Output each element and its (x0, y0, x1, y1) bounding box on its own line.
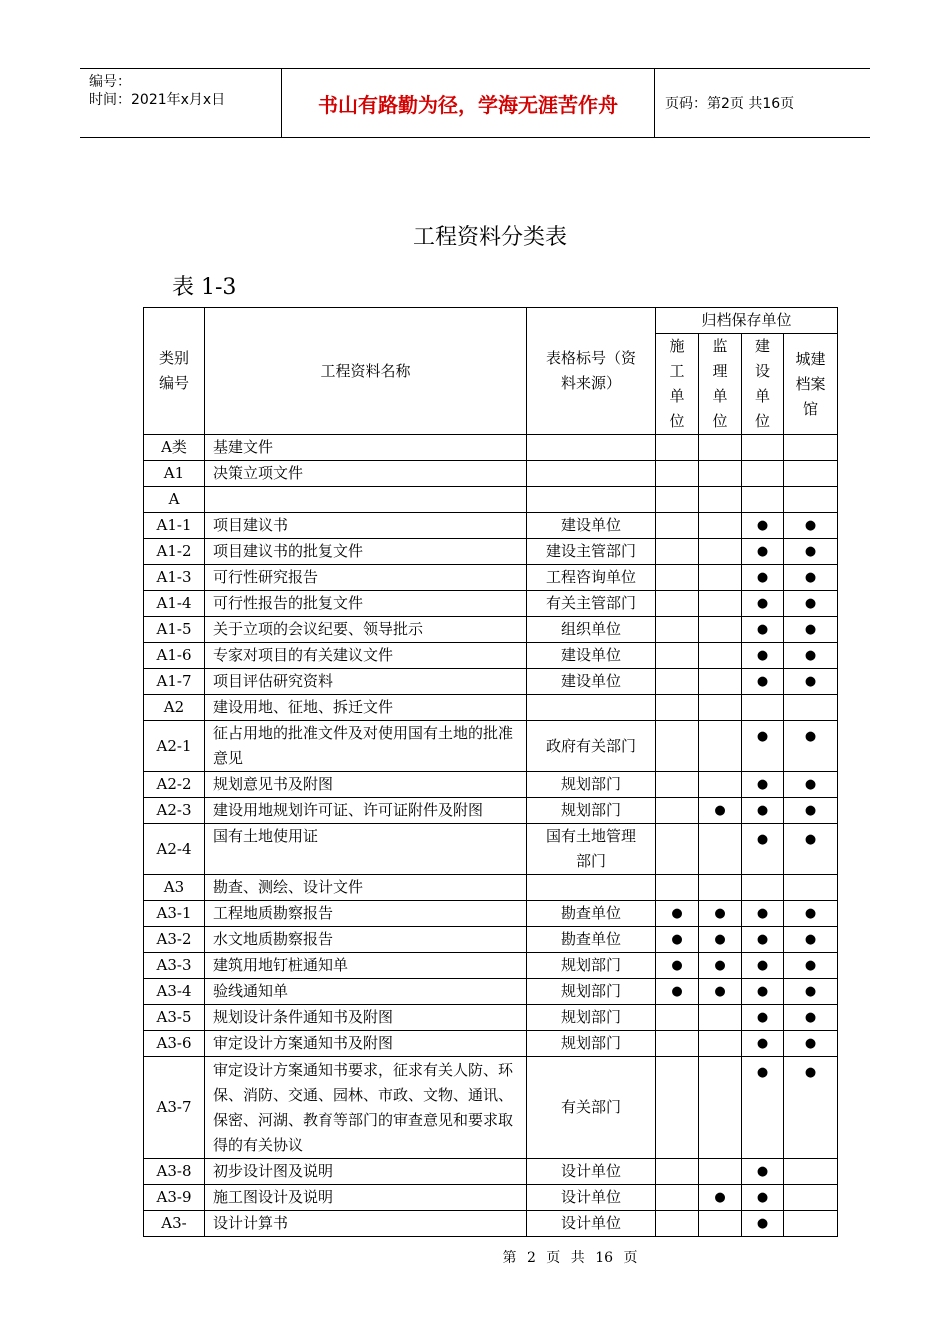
bullet-mark-icon: ● (804, 596, 817, 611)
page-header (80, 68, 870, 138)
document-name: 项目评估研究资料 (205, 669, 527, 695)
archive-mark (742, 513, 784, 539)
category-code: A类 (144, 435, 205, 461)
archive-mark (784, 461, 838, 487)
table-row (144, 927, 838, 953)
bullet-mark-icon: ● (756, 622, 769, 637)
col-header-unit: 城建档案馆 (784, 334, 838, 435)
archive-mark (656, 772, 699, 798)
archive-mark (699, 927, 742, 953)
table-row (144, 1185, 838, 1211)
category-code: A3-2 (144, 927, 205, 953)
header-meta (80, 69, 282, 137)
archive-mark (784, 539, 838, 565)
bullet-mark-icon: ● (804, 832, 817, 847)
archive-mark (656, 875, 699, 901)
document-source: 建设单位 (527, 643, 656, 669)
archive-mark (742, 643, 784, 669)
archive-mark (784, 695, 838, 721)
bullet-mark-icon: ● (756, 544, 769, 559)
category-code: A (144, 487, 205, 513)
document-name: 关于立项的会议纪要、领导批示 (205, 617, 527, 643)
document-source (527, 487, 656, 513)
document-source: 规划部门 (527, 798, 656, 824)
category-code: A1-5 (144, 617, 205, 643)
document-name (205, 487, 527, 513)
category-code: A3-4 (144, 979, 205, 1005)
archive-mark (784, 565, 838, 591)
table-row (144, 695, 838, 721)
bullet-mark-icon: ● (756, 1216, 769, 1231)
archive-mark (656, 1159, 699, 1185)
archive-mark (699, 1031, 742, 1057)
document-source: 建设主管部门 (527, 539, 656, 565)
table-row (144, 617, 838, 643)
bullet-mark-icon: ● (804, 570, 817, 585)
archive-mark (784, 927, 838, 953)
archive-mark (656, 901, 699, 927)
category-code: A3-5 (144, 1005, 205, 1031)
bullet-mark-icon: ● (671, 984, 683, 999)
bullet-mark-icon: ● (756, 570, 769, 585)
document-name: 建设用地、征地、拆迁文件 (205, 695, 527, 721)
table-row (144, 1057, 838, 1159)
archive-mark (699, 435, 742, 461)
col-header-category: 类别编号 (144, 308, 205, 435)
document-name: 工程地质勘察报告 (205, 901, 527, 927)
category-code: A3-8 (144, 1159, 205, 1185)
document-source: 有关部门 (527, 1057, 656, 1159)
category-code: A2 (144, 695, 205, 721)
table-row (144, 591, 838, 617)
document-source: 规划部门 (527, 979, 656, 1005)
archive-mark (742, 1211, 784, 1237)
archive-mark (742, 487, 784, 513)
archive-mark (699, 565, 742, 591)
col-header-unit: 建设单位 (742, 334, 784, 435)
bullet-mark-icon: ● (714, 803, 726, 818)
bullet-mark-icon: ● (804, 544, 817, 559)
document-source: 规划部门 (527, 1005, 656, 1031)
table-row (144, 461, 838, 487)
table-row (144, 772, 838, 798)
category-code: A1-1 (144, 513, 205, 539)
archive-mark (656, 695, 699, 721)
bullet-mark-icon: ● (756, 777, 769, 792)
archive-mark (742, 1031, 784, 1057)
archive-mark (742, 1005, 784, 1031)
archive-mark (784, 487, 838, 513)
archive-mark (656, 927, 699, 953)
document-source: 国有土地管理部门 (527, 824, 656, 875)
archive-mark (699, 798, 742, 824)
table-row (144, 539, 838, 565)
bullet-mark-icon: ● (756, 1065, 769, 1080)
bullet-mark-icon: ● (804, 984, 817, 999)
document-name: 决策立项文件 (205, 461, 527, 487)
document-name: 施工图设计及说明 (205, 1185, 527, 1211)
table-row (144, 1211, 838, 1237)
document-name: 可行性研究报告 (205, 565, 527, 591)
document-source: 建设单位 (527, 513, 656, 539)
archive-mark (699, 643, 742, 669)
table-row (144, 1005, 838, 1031)
table-row (144, 643, 838, 669)
col-header-archive-group: 归档保存单位 (656, 308, 838, 334)
category-code: A1-3 (144, 565, 205, 591)
category-code: A1 (144, 461, 205, 487)
document-name: 项目建议书 (205, 513, 527, 539)
archive-mark (742, 435, 784, 461)
archive-mark (742, 953, 784, 979)
archive-mark (742, 1057, 784, 1159)
archive-mark (742, 927, 784, 953)
archive-mark (784, 1211, 838, 1237)
document-name: 初步设计图及说明 (205, 1159, 527, 1185)
document-name: 验线通知单 (205, 979, 527, 1005)
document-source: 规划部门 (527, 953, 656, 979)
archive-mark (699, 953, 742, 979)
bullet-mark-icon: ● (756, 648, 769, 663)
archive-mark (784, 669, 838, 695)
archive-mark (656, 1185, 699, 1211)
col-header-unit: 监理单位 (699, 334, 742, 435)
archive-mark (784, 824, 838, 875)
bullet-mark-icon: ● (756, 958, 769, 973)
archive-mark (784, 435, 838, 461)
archive-mark (784, 772, 838, 798)
archive-mark (699, 1057, 742, 1159)
document-source: 规划部门 (527, 1031, 656, 1057)
category-code: A2-3 (144, 798, 205, 824)
bullet-mark-icon: ● (804, 518, 817, 533)
archive-mark (699, 539, 742, 565)
archive-mark (656, 487, 699, 513)
table-row (144, 487, 838, 513)
col-header-name: 工程资料名称 (205, 308, 527, 435)
bullet-mark-icon: ● (756, 674, 769, 689)
archive-mark (742, 901, 784, 927)
archive-mark (699, 901, 742, 927)
category-code: A3- (144, 1211, 205, 1237)
archive-mark (656, 643, 699, 669)
bullet-mark-icon: ● (804, 674, 817, 689)
bullet-mark-icon: ● (804, 648, 817, 663)
archive-mark (784, 513, 838, 539)
archive-mark (699, 617, 742, 643)
document-name: 建筑用地钉桩通知单 (205, 953, 527, 979)
archive-mark (742, 565, 784, 591)
bullet-mark-icon: ● (804, 932, 817, 947)
document-source: 设计单位 (527, 1159, 656, 1185)
bullet-mark-icon: ● (756, 803, 769, 818)
category-code: A1-7 (144, 669, 205, 695)
archive-mark (784, 721, 838, 772)
archive-mark (742, 617, 784, 643)
archive-mark (742, 979, 784, 1005)
archive-mark (656, 617, 699, 643)
document-name: 项目建议书的批复文件 (205, 539, 527, 565)
archive-mark (699, 979, 742, 1005)
archive-mark (656, 953, 699, 979)
archive-mark (656, 513, 699, 539)
archive-mark (699, 695, 742, 721)
document-source: 规划部门 (527, 772, 656, 798)
table-row (144, 798, 838, 824)
archive-mark (784, 617, 838, 643)
bullet-mark-icon: ● (756, 729, 769, 744)
document-source (527, 875, 656, 901)
table-row (144, 979, 838, 1005)
document-name: 水文地质勘察报告 (205, 927, 527, 953)
archive-mark (742, 798, 784, 824)
category-code: A3-1 (144, 901, 205, 927)
archive-mark (656, 721, 699, 772)
page-footer: 第 2 页 共 16 页 (502, 1250, 638, 1266)
bullet-mark-icon: ● (756, 984, 769, 999)
document-name: 建设用地规划许可证、许可证附件及附图 (205, 798, 527, 824)
bullet-mark-icon: ● (804, 1010, 817, 1025)
document-name: 勘查、测绘、设计文件 (205, 875, 527, 901)
document-source: 政府有关部门 (527, 721, 656, 772)
bullet-mark-icon: ● (756, 1036, 769, 1051)
document-name: 审定设计方案通知书要求，征求有关人防、环保、消防、交通、园林、市政、文物、通讯、保密、河湖、教育等部门的审查意见和要求取得的有关协议 (205, 1057, 527, 1159)
archive-mark (784, 901, 838, 927)
table-row (144, 875, 838, 901)
category-code: A2-1 (144, 721, 205, 772)
col-header-unit: 施工单位 (656, 334, 699, 435)
archive-mark (656, 435, 699, 461)
archive-mark (656, 824, 699, 875)
archive-mark (742, 1185, 784, 1211)
category-code: A3-9 (144, 1185, 205, 1211)
bullet-mark-icon: ● (756, 906, 769, 921)
table-row (144, 953, 838, 979)
category-code: A2-2 (144, 772, 205, 798)
bullet-mark-icon: ● (714, 906, 726, 921)
archive-mark (742, 539, 784, 565)
category-code: A3-7 (144, 1057, 205, 1159)
document-source (527, 695, 656, 721)
bullet-mark-icon: ● (804, 1036, 817, 1051)
document-source: 工程咨询单位 (527, 565, 656, 591)
archive-mark (784, 798, 838, 824)
bullet-mark-icon: ● (714, 1190, 726, 1205)
bullet-mark-icon: ● (804, 1065, 817, 1080)
archive-mark (656, 539, 699, 565)
category-code: A3-3 (144, 953, 205, 979)
archive-mark (784, 1005, 838, 1031)
document-name: 设计计算书 (205, 1211, 527, 1237)
table-row (144, 1031, 838, 1057)
archive-mark (742, 591, 784, 617)
bullet-mark-icon: ● (671, 932, 683, 947)
classification-table (143, 307, 838, 1237)
bullet-mark-icon: ● (804, 803, 817, 818)
archive-mark (699, 1005, 742, 1031)
table-number: 表 1-3 (172, 275, 237, 300)
archive-mark (699, 1159, 742, 1185)
archive-mark (656, 461, 699, 487)
document-source: 勘查单位 (527, 927, 656, 953)
bullet-mark-icon: ● (756, 932, 769, 947)
archive-mark (784, 643, 838, 669)
bullet-mark-icon: ● (804, 906, 817, 921)
document-source: 建设单位 (527, 669, 656, 695)
archive-mark (656, 979, 699, 1005)
document-name: 审定设计方案通知书及附图 (205, 1031, 527, 1057)
archive-mark (656, 1057, 699, 1159)
archive-mark (784, 1031, 838, 1057)
archive-mark (784, 591, 838, 617)
archive-mark (742, 461, 784, 487)
document-name: 专家对项目的有关建议文件 (205, 643, 527, 669)
archive-mark (784, 875, 838, 901)
archive-mark (699, 487, 742, 513)
archive-mark (699, 1211, 742, 1237)
header-time: 时间：2021年x月x日 (89, 92, 226, 108)
bullet-mark-icon: ● (671, 958, 683, 973)
archive-mark (742, 721, 784, 772)
archive-mark (656, 798, 699, 824)
bullet-mark-icon: ● (756, 596, 769, 611)
document-source (527, 435, 656, 461)
document-name: 规划意见书及附图 (205, 772, 527, 798)
archive-mark (656, 591, 699, 617)
bullet-mark-icon: ● (756, 1190, 769, 1205)
table-row (144, 669, 838, 695)
document-name: 征占用地的批准文件及对使用国有土地的批准意见 (205, 721, 527, 772)
table-row (144, 901, 838, 927)
document-title: 工程资料分类表 (412, 225, 567, 250)
archive-mark (784, 1159, 838, 1185)
bullet-mark-icon: ● (804, 958, 817, 973)
bullet-mark-icon: ● (804, 729, 817, 744)
archive-mark (656, 1005, 699, 1031)
category-code: A3-6 (144, 1031, 205, 1057)
header-motto: 书山有路勤为径，学海无涯苦作舟 (282, 69, 655, 137)
archive-mark (742, 1159, 784, 1185)
table-row (144, 1159, 838, 1185)
bullet-mark-icon: ● (714, 932, 726, 947)
bullet-mark-icon: ● (714, 984, 726, 999)
archive-mark (784, 1185, 838, 1211)
archive-mark (699, 591, 742, 617)
bullet-mark-icon: ● (756, 1164, 769, 1179)
archive-mark (742, 695, 784, 721)
archive-mark (784, 953, 838, 979)
document-name: 基建文件 (205, 435, 527, 461)
bullet-mark-icon: ● (756, 832, 769, 847)
archive-mark (699, 721, 742, 772)
bullet-mark-icon: ● (756, 518, 769, 533)
document-name: 国有土地使用证 (205, 824, 527, 875)
category-code: A1-4 (144, 591, 205, 617)
archive-mark (699, 1185, 742, 1211)
table-row (144, 565, 838, 591)
archive-mark (699, 875, 742, 901)
category-code: A1-2 (144, 539, 205, 565)
header-page-info: 页码：第2页 共16页 (665, 96, 795, 112)
table-row (144, 721, 838, 772)
header-number: 编号： (89, 74, 131, 90)
archive-mark (742, 824, 784, 875)
document-name: 可行性报告的批复文件 (205, 591, 527, 617)
category-code: A3 (144, 875, 205, 901)
table-row (144, 435, 838, 461)
document-source: 勘查单位 (527, 901, 656, 927)
archive-mark (699, 824, 742, 875)
archive-mark (656, 1031, 699, 1057)
archive-mark (742, 875, 784, 901)
archive-mark (784, 1057, 838, 1159)
archive-mark (784, 979, 838, 1005)
col-header-form: 表格标号（资料来源） (527, 308, 656, 435)
archive-mark (699, 669, 742, 695)
archive-mark (742, 772, 784, 798)
bullet-mark-icon: ● (804, 777, 817, 792)
archive-mark (656, 1211, 699, 1237)
bullet-mark-icon: ● (671, 906, 683, 921)
bullet-mark-icon: ● (804, 622, 817, 637)
document-source: 设计单位 (527, 1211, 656, 1237)
table-row (144, 513, 838, 539)
document-source: 组织单位 (527, 617, 656, 643)
document-source (527, 461, 656, 487)
archive-mark (699, 513, 742, 539)
category-code: A2-4 (144, 824, 205, 875)
archive-mark (699, 461, 742, 487)
document-source: 设计单位 (527, 1185, 656, 1211)
archive-mark (742, 669, 784, 695)
document-source: 有关主管部门 (527, 591, 656, 617)
document-name: 规划设计条件通知书及附图 (205, 1005, 527, 1031)
table-row (144, 824, 838, 875)
archive-mark (699, 772, 742, 798)
category-code: A1-6 (144, 643, 205, 669)
bullet-mark-icon: ● (714, 958, 726, 973)
archive-mark (656, 565, 699, 591)
archive-mark (656, 669, 699, 695)
bullet-mark-icon: ● (756, 1010, 769, 1025)
